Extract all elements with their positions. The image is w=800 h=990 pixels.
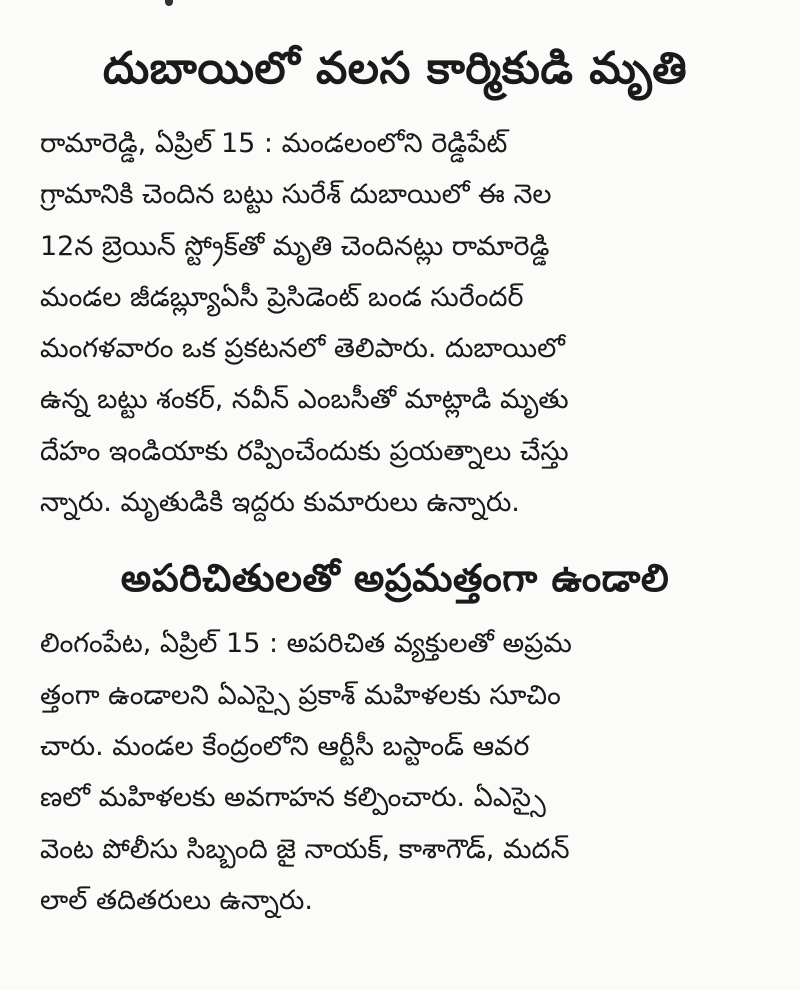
article-1-line: దేహం ఇండియాకు రప్పించేందుకు ప్రయత్నాలు చేస్తు <box>40 435 569 467</box>
article-2-body <box>40 618 750 926</box>
article-2 <box>40 548 750 926</box>
article-1-line: మండల జీడబ్ల్యూఏసీ ప్రెసిడెంట్ బండ సురేందర్ <box>40 281 524 313</box>
article-1-headline: దుబాయిలో వలస కార్మికుడి మృతి <box>102 43 688 94</box>
article-2-line: చారు. మండల కేంద్రంలోని ఆర్టీసీ బస్టాండ్ ఆవర <box>40 730 530 762</box>
article-1-line: 12న బ్రెయిన్ స్ట్రోక్‌తో మృతి చెందినట్లు రామారెడ్డి <box>40 230 550 262</box>
article-1-line: రామారెడ్డి, ఏప్రిల్ 15 : మండలంలోని రెడ్డిపేట్ <box>40 128 508 159</box>
article-2-line: వెంట పోలీసు సిబ్బంది జై నాయక్, కాశాగౌడ్, మదన్ <box>40 833 570 865</box>
article-1-body <box>40 118 750 528</box>
article-2-line: లాల్ తదితరులు ఉన్నారు. <box>40 884 313 916</box>
article-2-line: ణలో మహిళలకు అవగాహన కల్పించారు. ఏఎస్సై <box>40 782 546 814</box>
article-2-line: లింగంపేట, ఏప్రిల్ 15 : అపరిచిత వ్యక్తులతో అప్రమ <box>40 628 572 660</box>
article-1-line: మంగళవారం ఒక ప్రకటనలో తెలిపారు. దుబాయిలో <box>40 333 565 365</box>
article-2-headline: అపరిచితులతో అప్రమత్తంగా ఉండాలి <box>120 556 670 601</box>
article-2-line: త్తంగా ఉండాలని ఏఎస్సై ప్రకాశ్ మహిళలకు సూచిం <box>40 679 561 711</box>
article-1-line: గ్రామానికి చెందిన బట్టు సురేశ్ దుబాయిలో ఈ నెల <box>40 179 552 211</box>
article-1-line: న్నారు. మృతుడికి ఇద్దరు కుమారులు ఉన్నారు. <box>40 487 520 519</box>
article-1 <box>40 0 750 528</box>
article-1-line: ఉన్న బట్టు శంకర్, నవీన్ ఎంబసీతో మాట్లాడి మృతు <box>40 384 569 416</box>
